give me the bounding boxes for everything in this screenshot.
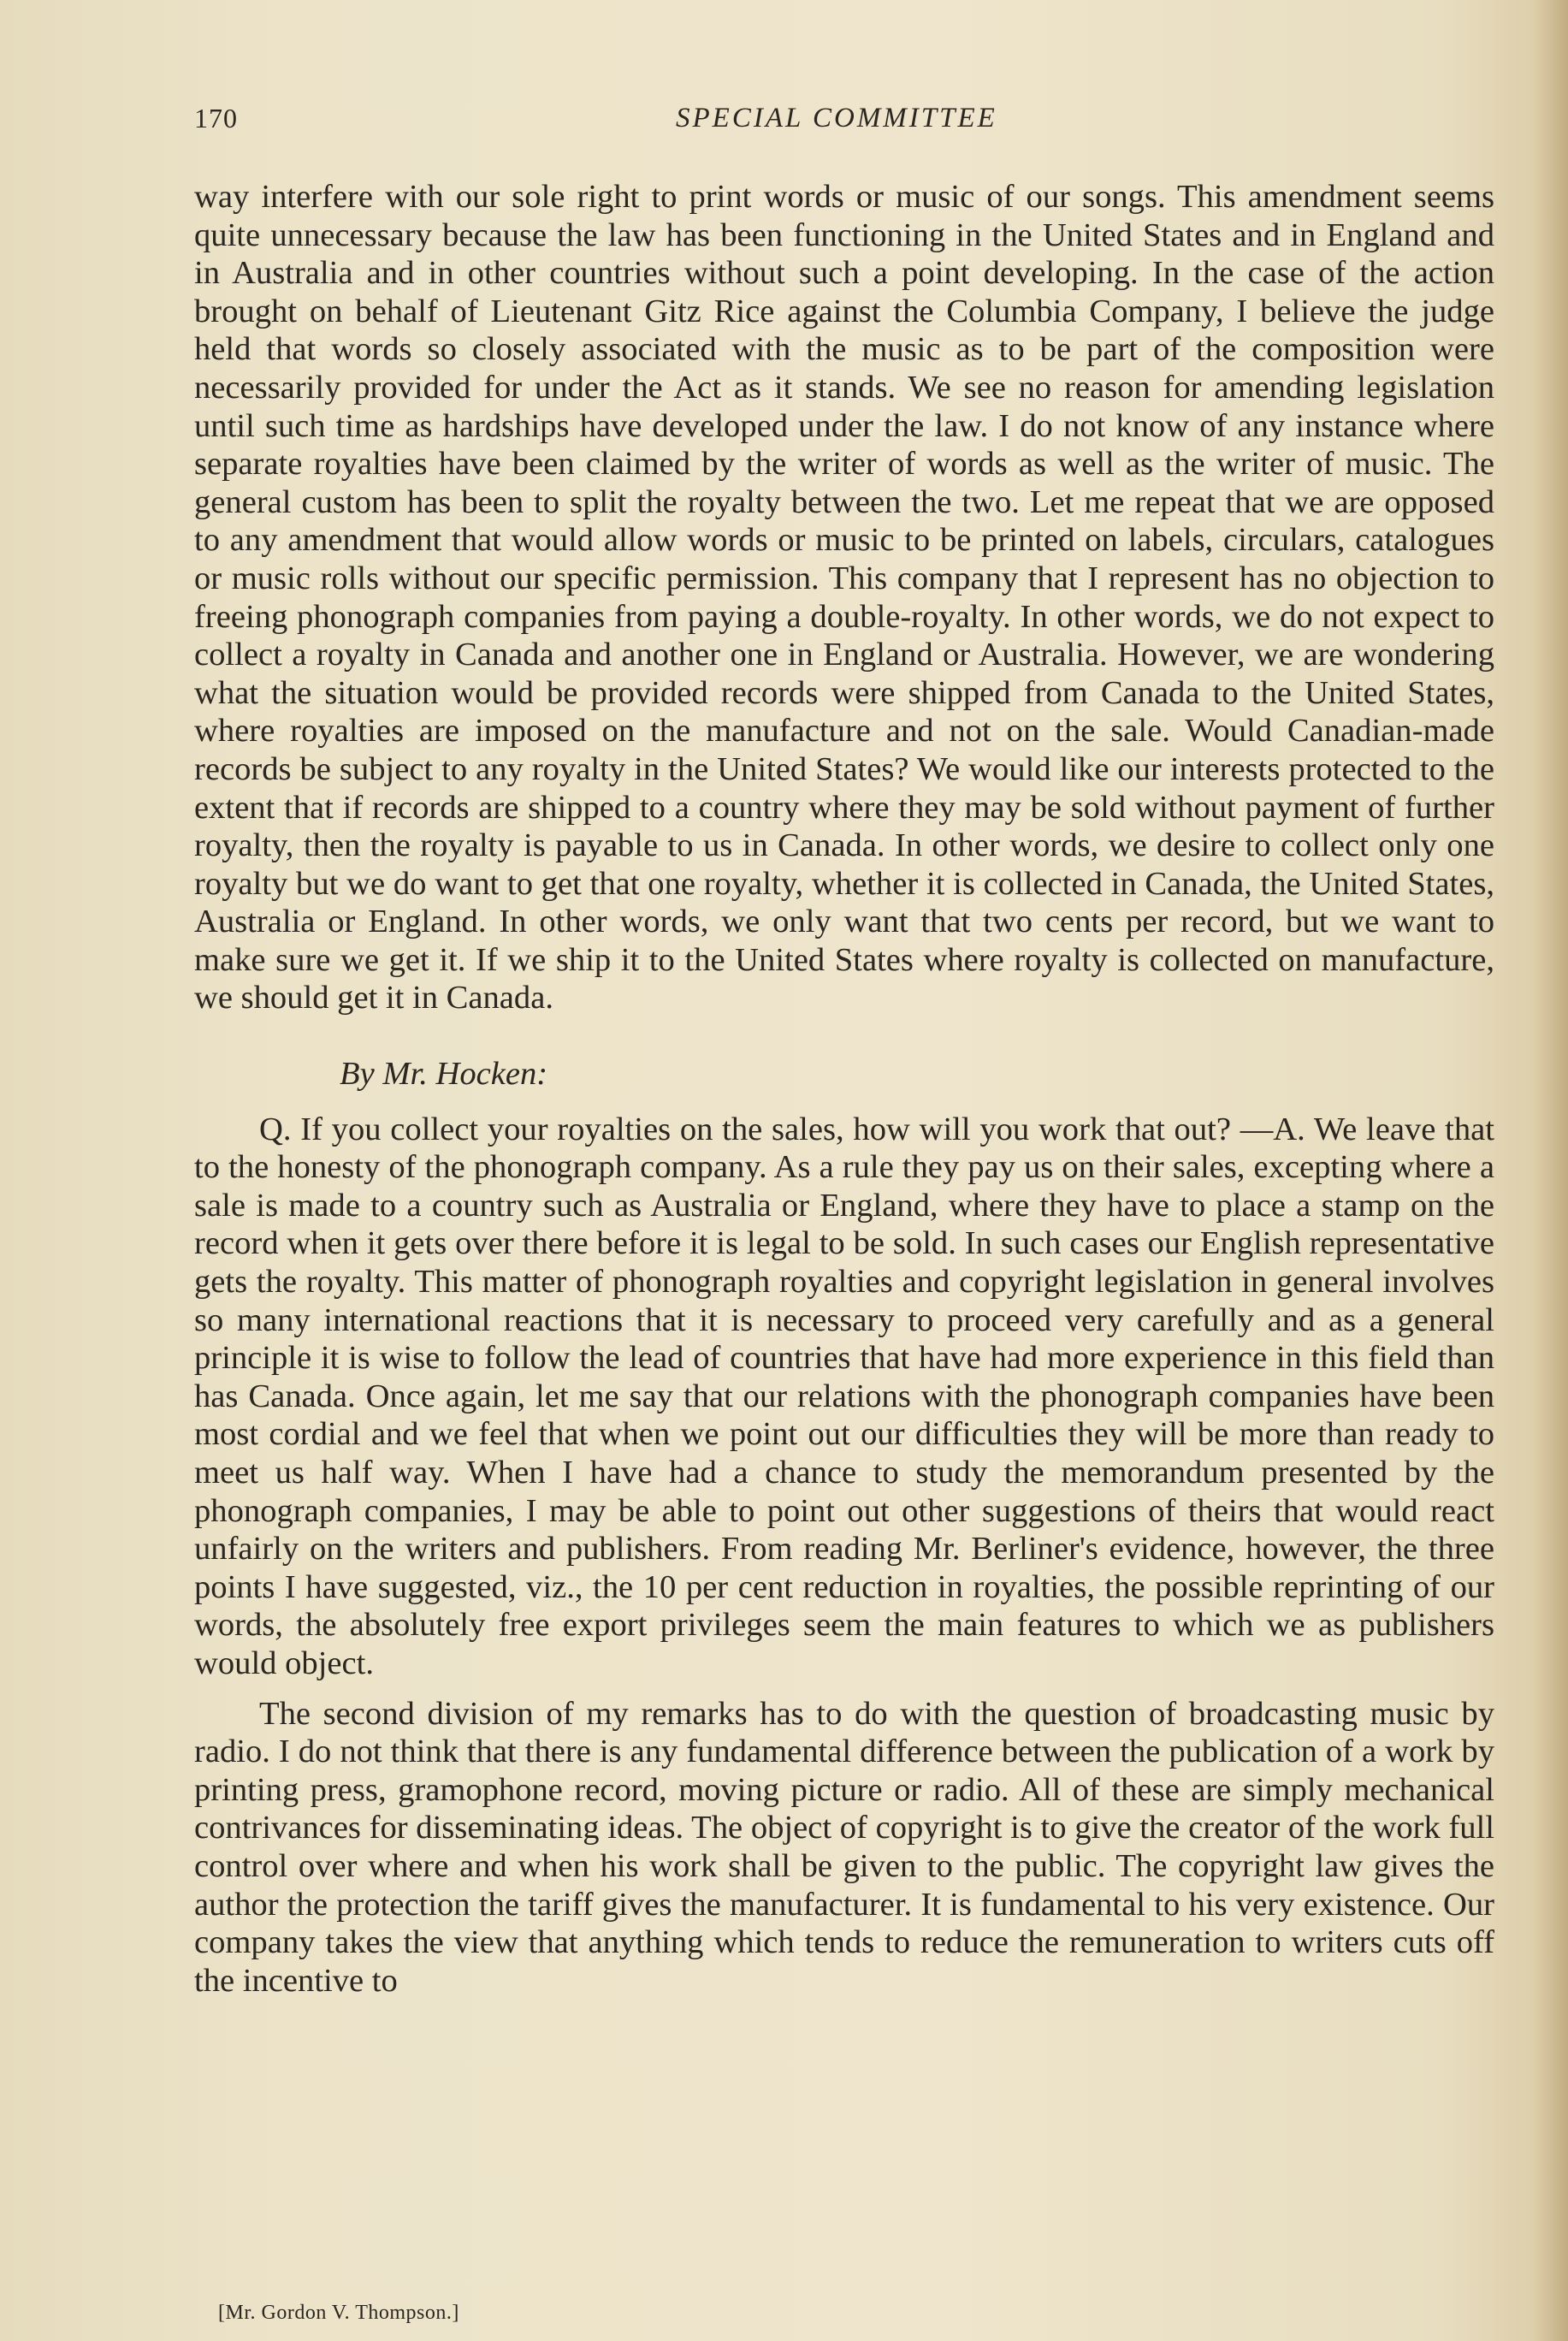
paragraph-gap: [194, 1683, 1494, 1695]
paragraph-continuation: way interfere with our sole right to print words or music of our songs. This amendment seems quite unnecessary because the law has been functioning in the United States and in England and in Australia and in other countries without such a point developing. In the case of the action brought on behalf of Lieutenant Gitz Rice against the Columbia Company, I believe the judge held that words so closely associated with the music as to be part of the composition were necessarily provided for under the Act as it stands. We see no reason for amending legislation until such time as hardships have developed under the law. I do not know of any instance where separate royalties have been claimed by the writer of words as well as the writer of music. The general custom has been to split the royalty between the two. Let me repeat that we are opposed to any amendment that would allow words or music to be printed on labels, circulars, catalogues or music rolls without our specific permission. This company that I represent has no objection to freeing phonograph companies from paying a double-royalty. In other words, we do not expect to collect a royalty in Canada and another one in England or Australia. However, we are wondering what the situation would be provided records were shipped from Canada to the United States, where royalties are imposed on the manufacture and not on the sale. Would Canadian-made records be subject to any royalty in the United States? We would like our interests protected to the extent that if records are shipped to a country where they may be sold without payment of further royalty, then the royalty is payable to us in Canada. In other words, we desire to collect only one royalty but we do want to get that one royalty, whether it is collected in Canada, the United States, Australia or England. In other words, we only want that two cents per record, but we want to make sure we get it. If we ship it to the United States where royalty is collected on manufacture, we should get it in Canada.: [194, 179, 1494, 1016]
running-header: [0, 103, 1568, 154]
paragraph-broadcasting: The second division of my remarks has to do with the question of broadcasting music by radio. I do not think that there is any fundamental difference between the publication of a work by printing press, gramophone record, moving picture or radio. All of these are simply mechanical contrivances for disseminating ideas. The object of copyright is to give the creator of the work full control over where and when his work shall be given to the public. The copyright law gives the author the protection the tariff gives the manufacturer. It is fundamental to his very existence. Our company takes the view that anything which tends to reduce the remuneration to writers cuts off the incentive to: [194, 1695, 1494, 1999]
speaker-attribution: [Mr. Gordon V. Thompson.]: [218, 2302, 459, 2324]
examiner-byline: By Mr. Hocken:: [340, 1056, 548, 1093]
question-answer-paragraph: Q. If you collect your royalties on the sales, how will you work that out? —A. We leave that to the honesty of the phonograph company. As a rule they pay us on their sales, excepting where a sale is made to a country such as Australia or England, where they have to place a stamp on the record when it gets over there before it is legal to be sold. In such cases our English representative gets the royalty. This matter of phonograph royalties and copyright legislation in general involves so many international reactions that it is necessary to proceed very carefully and as a general principle it is wise to follow the lead of countries that have had more experience in this field than has Canada. Once again, let me say that our relations with the phonograph companies have been most cordial and we feel that when we point out our difficulties they will be more than ready to meet us half way. When I have had a chance to study the memorandum presented by the phonograph companies, I may be able to point out other suggestions of theirs that would react unfairly on the writers and publishers. From reading Mr. Berliner's evidence, however, the three points I have suggested, viz., the 10 per cent reduction in royalties, the possible reprinting of our words, the absolutely free export privileges seem the main features to which we as publishers would object.: [194, 1111, 1494, 1681]
page-edge-shadow: [1534, 0, 1568, 2341]
body-text: [194, 178, 1494, 2000]
page-number: 170: [194, 103, 238, 133]
running-title: SPECIAL COMMITTEE: [676, 103, 997, 133]
